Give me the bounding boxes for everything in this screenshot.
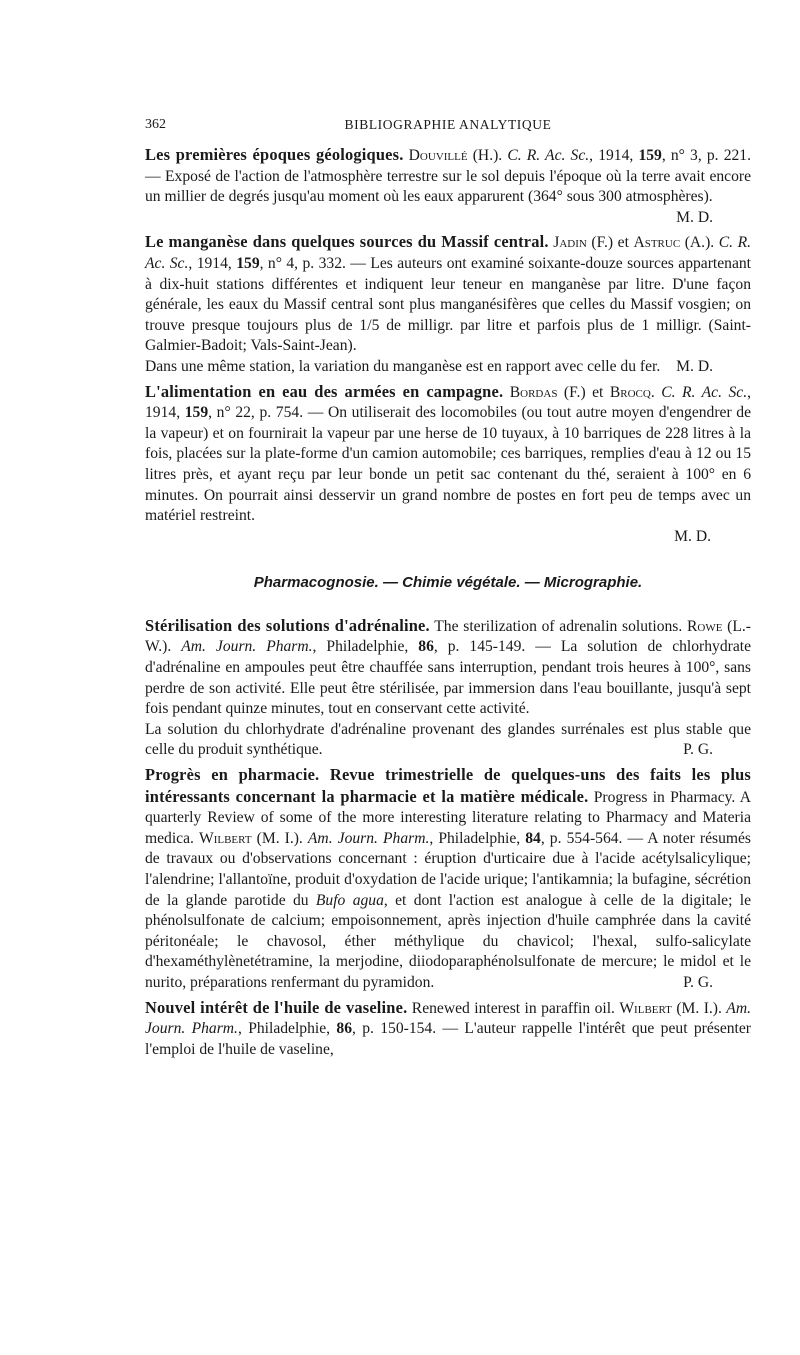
page-number: 362 [145, 117, 166, 132]
running-header [145, 115, 751, 145]
entry-details: , et dont l'action est analogue à celle de la digitale; le phénolsulfonate de calcium; empoisonnement, après injection d'huile camphrée dans la cavité péritonéale; le chavosol, éther méthylique du chavicol; l'hexal, sulfo-salicylate d'hexaméthylènetétramine, la merjodine, diiodoparaphénolsulfonate de mercure; le midol et le nurito, préparations renfermant du pyramidon. [145, 891, 751, 991]
entry-paragraph [145, 616, 751, 720]
entry-paragraph [145, 357, 751, 378]
entry-text: La solution du chlorhydrate d'adrénaline provenant des glandes surrénales est plus stable que celle du produit synthétique. [145, 720, 751, 759]
journal-name: Am. Journ. Pharm. [181, 638, 313, 656]
entry-text: Dans une même station, la variation du manganèse est en rapport avec celle du fer. [145, 357, 661, 375]
journal-name: Am. Journ. Pharm. [145, 999, 751, 1038]
volume: 159 [638, 147, 662, 164]
signature: M. D. [676, 208, 713, 226]
entry-title: Stérilisation des solutions d'adrénaline. [145, 615, 430, 635]
author-initials: (M. I.). [251, 829, 308, 847]
bibliography-entry [145, 616, 751, 761]
entry-details: , n° 4, p. 332. — Les auteurs ont examiné soixante-douze sources appartenant à dix-huit stations différentes et indiquent leur teneur en manganèse par litre. D'une façon générale, les eaux du Massif central sont plus manganésifères que celles du Massif vosgien; on trouve presque toujours plus de 1/5 de milligr. par litre et parfois plus de 1 milligr. (Saint-Galmier-Badoit; Vals-Saint-Jean). [145, 254, 751, 355]
journal-name: Am. Journ. Pharm. [307, 829, 430, 847]
author-initials: (F.) et [586, 234, 634, 252]
bibliography-entry [145, 765, 751, 994]
signature: M. D. [674, 527, 711, 545]
entry-details: , p. 150-154. — L'auteur rappelle l'intérêt que peut présenter l'emploi de l'huile de vaseline, [145, 1020, 751, 1058]
volume: 84 [525, 829, 541, 847]
author-initials: (M. I.). [671, 999, 727, 1017]
signature: P. G. [683, 973, 713, 991]
bibliography-entry [145, 145, 751, 228]
entry-paragraph [145, 232, 751, 357]
bibliography-entry [145, 382, 751, 548]
author-initials: (F.) et [557, 383, 610, 401]
volume: 86 [418, 638, 434, 656]
year: , 1914, [188, 254, 237, 272]
entry-details: , n° 22, p. 754. — On utiliserait des locomobiles (ou tout autre moyen d'engendrer de la vapeur) et on fournirait la vapeur par une herse de 10 tuyaux, à 10 barriques de 228 litres à la fois, placées sur la plate-forme d'un camion automobile; ces barriques, remplies d'eau à 12 ou 15 litres près, et ayant reçu par leur bonde un petit sac contenant du thé, seraient à 100° en 6 minutes. On pourrait ainsi desservir un grand nombre de postes en fort peu de temps avec un matériel restreint. [145, 404, 751, 525]
entry-details: , p. 554-564. — A noter résumés de travaux ou d'observations concernant : éruption d'urticaire due à l'acide acétylsalicylique; l'alendrine; l'allantoïne, produit d'oxydation de l'acide urique; l'antikamnia; la bufagine, sécrétion de la glande parotide du [145, 829, 751, 909]
entry-paragraph [145, 145, 752, 226]
running-title: BIBLIOGRAPHIE ANALYTIQUE [344, 117, 552, 132]
entry-title: Les premières époques géologiques. [145, 145, 404, 164]
place: , Philadelphie, [237, 1020, 337, 1038]
journal-name: C. R. Ac. Sc. [661, 383, 748, 401]
species-name: Bufo agua [315, 891, 384, 909]
bibliography-entry [145, 232, 751, 377]
author-name: Brocq [609, 383, 651, 401]
year: , 1914, [145, 383, 752, 422]
english-title: Renewed interest in paraffin oil. [407, 999, 620, 1017]
section-heading: Pharmacognosie. — Chimie végétale. — Micrographie. [253, 574, 643, 592]
place: , Philadelphie, [429, 829, 526, 847]
author-name: Douvillé [408, 147, 468, 164]
signature: P. G. [683, 741, 713, 759]
author-name: Rowe [687, 617, 723, 635]
entry-title: L'alimentation en eau des armées en campagne. [145, 381, 504, 401]
entry-details: , n° 3, p. 221. — Exposé de l'action de l'atmosphère terrestre sur le sol depuis l'époque où la terre avait encore un millier de degrés jusqu'au moment où les eaux apparurent (364° sous 300 atmosphères). [145, 147, 752, 206]
bibliography-entry [145, 998, 751, 1061]
author-name: Wilbert [199, 829, 252, 847]
entry-paragraph [145, 998, 751, 1061]
author-name: Bordas [509, 383, 558, 401]
entry-details: , p. 145-149. — La solution de chlorhydrate d'adrénaline en ampoules peut être chauffée sans interruption, pendant trois heures à 100°, sans perdre de son activité. Elle peut être stérilisée, par immersion dans l'eau bouillante, jusqu'à sept fois pendant quinze minutes, tout en conservant cette activité. [145, 638, 751, 718]
entry-title: Nouvel intérêt de l'huile de vaseline. [145, 997, 408, 1017]
author-name: Wilbert [619, 999, 672, 1017]
author-name: Jadin [553, 234, 587, 252]
document-page [145, 115, 751, 1064]
signature: M. D. [676, 357, 713, 375]
english-title: The sterilization of adrenalin solutions. [429, 617, 687, 635]
entry-paragraph [145, 720, 751, 761]
entry-paragraph [145, 382, 751, 527]
entry-title: Le manganèse dans quelques sources du Massif central. [145, 232, 549, 252]
volume: 86 [336, 1020, 352, 1038]
volume: 159 [236, 254, 260, 272]
journal-name: C. R. Ac. Sc. [145, 234, 751, 272]
author-initials: (H.). [467, 147, 508, 164]
author-initials: (A.). [680, 234, 719, 252]
journal-name: C. R. Ac. Sc. [507, 147, 590, 164]
author-name: Astruc [633, 234, 681, 252]
volume: 159 [184, 404, 209, 422]
place: , Philadelphie, [312, 638, 419, 656]
author-initials: . [650, 383, 662, 401]
entry-paragraph [145, 765, 751, 994]
author-initials: (L.-W.). [145, 617, 751, 656]
english-title: Progress in Pharmacy. A quarterly Review of some of the more interesting literature relating to Pharmacy and Materia medica. [145, 788, 752, 847]
year: , 1914, [589, 147, 639, 164]
entry-title: Progrès en pharmacie. Revue trimestrielle de quelques-uns des faits les plus intéressants concernant la pharmacie et la matière médicale. [145, 765, 751, 806]
